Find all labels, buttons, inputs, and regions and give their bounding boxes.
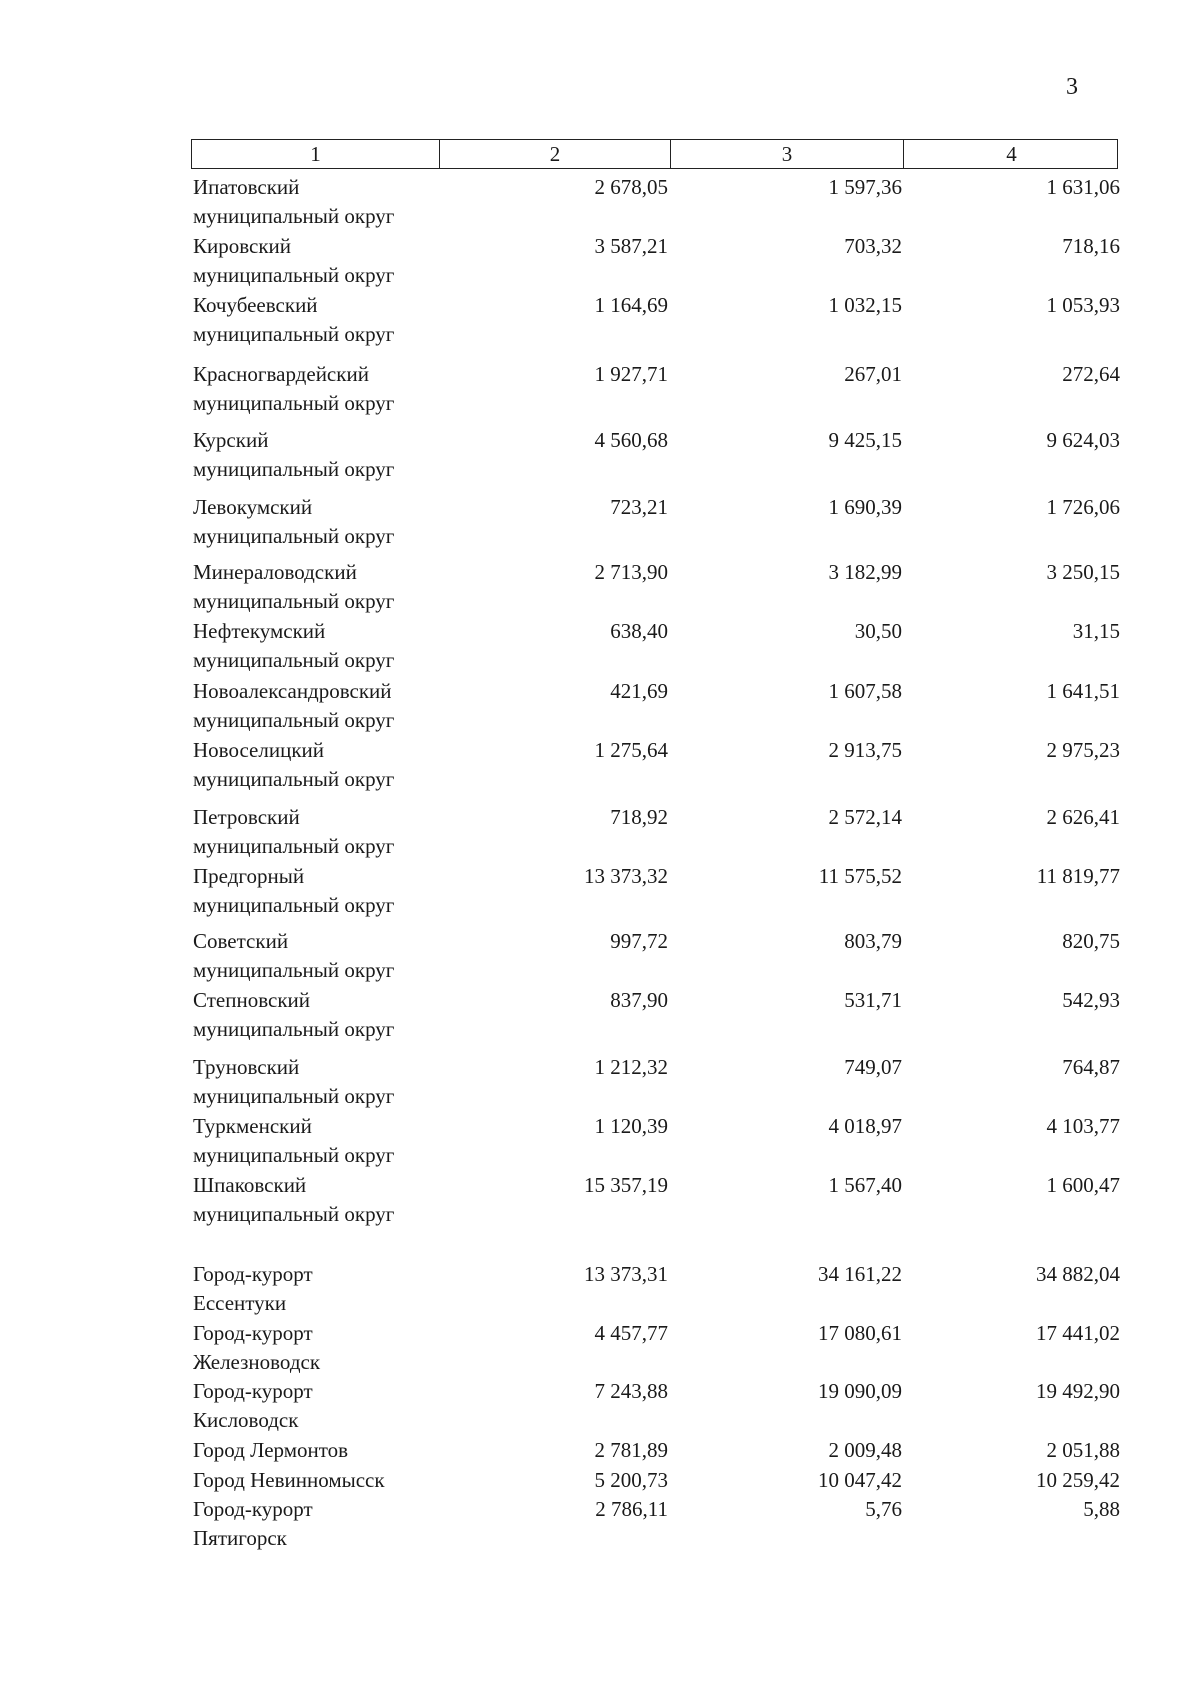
municipality-name: [193, 173, 493, 231]
value-col-2: 2 781,89: [594, 1438, 668, 1462]
page-number: 3: [1066, 74, 1078, 100]
value-col-3: 803,79: [844, 929, 902, 953]
municipality-name-line: Курский: [193, 428, 269, 452]
value-col-4: 5,88: [1083, 1497, 1120, 1521]
municipality-name-line: Город-курорт: [193, 1497, 313, 1521]
municipality-name: [193, 862, 493, 920]
value-col-3: 9 425,15: [828, 428, 902, 452]
municipality-name-line: муниципальный округ: [193, 457, 395, 481]
municipality-name-line: Город Невинномысск: [193, 1468, 385, 1492]
municipality-name: [193, 1466, 493, 1495]
value-col-3: 17 080,61: [818, 1321, 902, 1345]
municipality-name: [193, 803, 493, 861]
value-col-4: 2 975,23: [1046, 738, 1120, 762]
value-col-3: 1 032,15: [828, 293, 902, 317]
value-col-2: 4 560,68: [594, 428, 668, 452]
municipality-name-line: муниципальный округ: [193, 958, 395, 982]
value-col-3: 2 009,48: [828, 1438, 902, 1462]
municipality-name: [193, 986, 493, 1044]
municipality-name: [193, 1495, 493, 1553]
value-col-4: 1 600,47: [1046, 1173, 1120, 1197]
header-cell-1: 1: [192, 140, 440, 168]
header-cell-4: 4: [1006, 142, 1017, 166]
municipality-name-line: Ипатовский: [193, 175, 300, 199]
value-col-4: 19 492,90: [1036, 1379, 1120, 1403]
header-cell-2: 2: [440, 140, 671, 168]
value-col-4: 1 631,06: [1046, 175, 1120, 199]
value-col-2: 2 678,05: [594, 175, 668, 199]
value-col-4: 764,87: [1062, 1055, 1120, 1079]
value-col-4: 10 259,42: [1036, 1468, 1120, 1492]
value-col-4: 542,93: [1062, 988, 1120, 1012]
municipality-name: [193, 1319, 493, 1377]
municipality-name-line: муниципальный округ: [193, 391, 395, 415]
municipality-name-line: Кисловодск: [193, 1408, 299, 1432]
municipality-name-line: Красногвардейский: [193, 362, 369, 386]
value-col-3: 2 572,14: [828, 805, 902, 829]
municipality-name-line: муниципальный округ: [193, 1017, 395, 1041]
value-col-2: 1 120,39: [594, 1114, 668, 1138]
value-col-4: 3 250,15: [1046, 560, 1120, 584]
value-col-3: 11 575,52: [818, 864, 902, 888]
value-col-3: 267,01: [844, 362, 902, 386]
municipality-name-line: Минераловодский: [193, 560, 357, 584]
municipality-name: [193, 1260, 493, 1318]
municipality-name-line: Железноводск: [193, 1350, 321, 1374]
value-col-2: 5 200,73: [594, 1468, 668, 1492]
municipality-name-line: Пятигорск: [193, 1526, 287, 1550]
value-col-4: 17 441,02: [1036, 1321, 1120, 1345]
value-col-2: 15 357,19: [584, 1173, 668, 1197]
value-col-4: 2 051,88: [1046, 1438, 1120, 1462]
municipality-name: [193, 927, 493, 985]
municipality-name-line: Ессентуки: [193, 1291, 287, 1315]
municipality-name-line: муниципальный округ: [193, 204, 395, 228]
value-col-2: 723,21: [610, 495, 668, 519]
municipality-name-line: муниципальный округ: [193, 524, 395, 548]
municipality-name-line: Шпаковский: [193, 1173, 307, 1197]
value-col-3: 4 018,97: [828, 1114, 902, 1138]
value-col-3: 19 090,09: [818, 1379, 902, 1403]
value-col-3: 703,32: [844, 234, 902, 258]
municipality-name-line: муниципальный округ: [193, 767, 395, 791]
header-cell-3: 3: [671, 140, 904, 168]
value-col-2: 13 373,32: [584, 864, 668, 888]
value-col-3: 1 597,36: [828, 175, 902, 199]
municipality-name-line: муниципальный округ: [193, 893, 395, 917]
value-col-4: 4 103,77: [1046, 1114, 1120, 1138]
municipality-name-line: Новоалександровский: [193, 679, 392, 703]
value-col-2: 997,72: [610, 929, 668, 953]
municipality-name-line: Город-курорт: [193, 1262, 313, 1286]
municipality-name-line: Город-курорт: [193, 1321, 313, 1345]
value-col-2: 638,40: [610, 619, 668, 643]
value-col-3: 5,76: [865, 1497, 902, 1521]
municipality-name-line: муниципальный округ: [193, 322, 395, 346]
municipality-name-line: муниципальный округ: [193, 589, 395, 613]
municipality-name-line: Нефтекумский: [193, 619, 326, 643]
municipality-name: [193, 232, 493, 290]
municipality-name: [193, 426, 493, 484]
municipality-name-line: муниципальный округ: [193, 263, 395, 287]
value-col-4: 1 641,51: [1046, 679, 1120, 703]
municipality-name-line: Советский: [193, 929, 289, 953]
value-col-3: 34 161,22: [818, 1262, 902, 1286]
value-col-3: 30,50: [854, 619, 902, 643]
municipality-name: [193, 493, 493, 551]
value-col-4: 820,75: [1062, 929, 1120, 953]
municipality-name-line: муниципальный округ: [193, 648, 395, 672]
value-col-3: 1 607,58: [828, 679, 902, 703]
municipality-name: [193, 1171, 493, 1229]
municipality-name-line: Кировский: [193, 234, 292, 258]
value-col-3: 2 913,75: [828, 738, 902, 762]
value-col-4: 718,16: [1062, 234, 1120, 258]
municipality-name-line: муниципальный округ: [193, 708, 395, 732]
value-col-4: 1 726,06: [1046, 495, 1120, 519]
value-col-2: 4 457,77: [594, 1321, 668, 1345]
municipality-name: [193, 1377, 493, 1435]
municipality-name-line: муниципальный округ: [193, 1084, 395, 1108]
value-col-4: 2 626,41: [1046, 805, 1120, 829]
value-col-2: 837,90: [610, 988, 668, 1012]
municipality-name: [193, 617, 493, 675]
value-col-4: 9 624,03: [1046, 428, 1120, 452]
value-col-2: 1 164,69: [594, 293, 668, 317]
value-col-4: 11 819,77: [1036, 864, 1120, 888]
value-col-3: 749,07: [844, 1055, 902, 1079]
table-header: [191, 139, 1118, 169]
municipality-name-line: Петровский: [193, 805, 300, 829]
value-col-2: 3 587,21: [594, 234, 668, 258]
value-col-2: 421,69: [610, 679, 668, 703]
municipality-name: [193, 558, 493, 616]
value-col-4: 31,15: [1072, 619, 1120, 643]
municipality-name: [193, 291, 493, 349]
value-col-2: 2 713,90: [594, 560, 668, 584]
municipality-name-line: муниципальный округ: [193, 834, 395, 858]
municipality-name: [193, 1436, 493, 1465]
value-col-3: 10 047,42: [818, 1468, 902, 1492]
municipality-name: [193, 1053, 493, 1111]
municipality-name-line: Город Лермонтов: [193, 1438, 349, 1462]
value-col-2: 718,92: [610, 805, 668, 829]
municipality-name-line: Предгорный: [193, 864, 305, 888]
municipality-name: [193, 1112, 493, 1170]
value-col-4: 34 882,04: [1036, 1262, 1120, 1286]
municipality-name-line: муниципальный округ: [193, 1202, 395, 1226]
value-col-3: 531,71: [844, 988, 902, 1012]
value-col-2: 13 373,31: [584, 1262, 668, 1286]
value-col-3: 3 182,99: [828, 560, 902, 584]
municipality-name: [193, 677, 493, 735]
municipality-name-line: Новоселицкий: [193, 738, 324, 762]
value-col-2: 7 243,88: [594, 1379, 668, 1403]
municipality-name: [193, 736, 493, 794]
municipality-name-line: Степновский: [193, 988, 310, 1012]
value-col-4: 1 053,93: [1046, 293, 1120, 317]
municipality-name-line: муниципальный округ: [193, 1143, 395, 1167]
municipality-name: [193, 360, 493, 418]
municipality-name-line: Левокумский: [193, 495, 313, 519]
value-col-2: 2 786,11: [595, 1497, 668, 1521]
value-col-2: 1 212,32: [594, 1055, 668, 1079]
municipality-name-line: Кочубеевский: [193, 293, 318, 317]
municipality-name-line: Труновский: [193, 1055, 300, 1079]
value-col-3: 1 567,40: [828, 1173, 902, 1197]
value-col-2: 1 927,71: [594, 362, 668, 386]
value-col-3: 1 690,39: [828, 495, 902, 519]
municipality-name-line: Город-курорт: [193, 1379, 313, 1403]
value-col-4: 272,64: [1062, 362, 1120, 386]
municipality-name-line: Туркменский: [193, 1114, 312, 1138]
value-col-2: 1 275,64: [594, 738, 668, 762]
